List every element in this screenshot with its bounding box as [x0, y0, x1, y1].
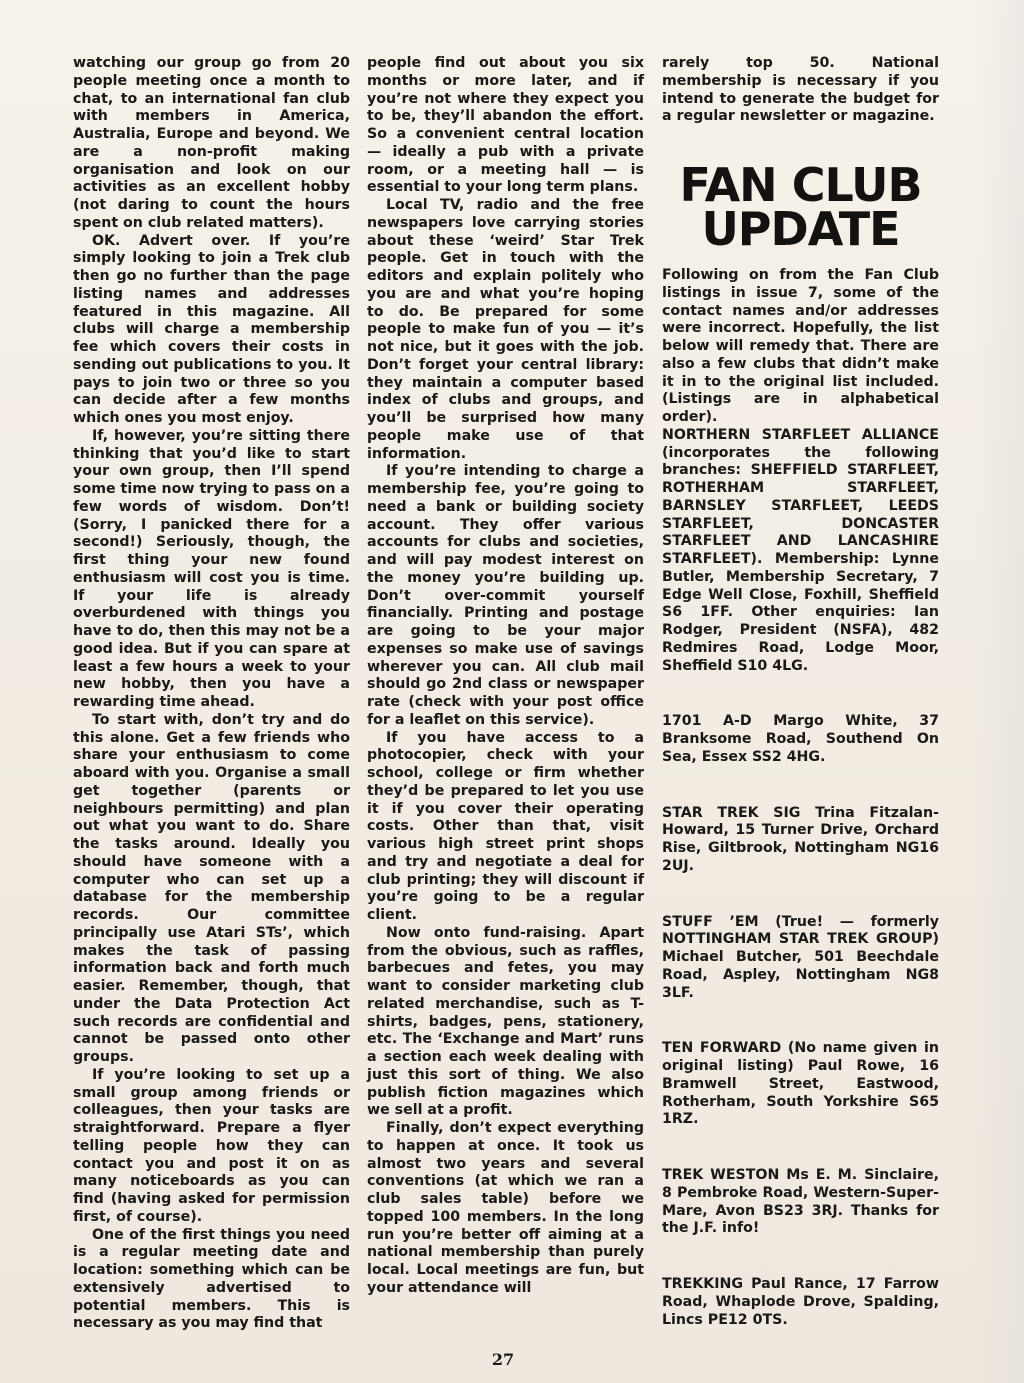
article-paragraph: Local TV, radio and the free newspapers love carrying stories about these ‘weird’ Star Trek people. Get in touch with the editors and explain politely who you are and what you’re hoping to do. Be prepared for some people to make fun of you — it’s not nice, but it goes with the job. Don’t forget your central library: they maintain a computer based index of clubs and groups, and you’ll be surprised how many people make use of that information.	[367, 197, 644, 462]
club-listing: TEN FORWARD (No name given in original listing) Paul Rowe, 16 Bramwell Street, Eastwood, Rotherham, South Yorkshire S65 1RZ.	[662, 1040, 939, 1128]
article-paragraph: Finally, don’t expect everything to happen at once. It took us almost two years and several conventions (at which we ran a club sales table) before we topped 100 members. In the long run you’re better off aiming at a national membership than purely local. Local meetings are fun, but your attendance will	[367, 1120, 644, 1296]
section-headline	[662, 158, 939, 256]
section-lead: Following on from the Fan Club listings in issue 7, some of the contact names and/or addresses were incorrect. Hopefully, the list below will remedy that. There are also a few clubs that didn’t make it in to the original list included. (Listings are in alphabetical order).	[662, 267, 939, 425]
article-paragraph: Now onto fund-raising. Apart from the obvious, such as raffles, barbecues and fetes, you may want to consider marketing club related merchandise, such as T-shirts, badges, pens, stationery, etc. The ‘Exchange and Mart’ runs a section each week dealing with just this sort of thing. We also publish fiction magazines which we sell at a profit.	[367, 924, 644, 1119]
page-edge-shade	[974, 0, 1024, 1383]
article-column-1	[73, 55, 350, 1333]
article-paragraph: If you have access to a photocopier, check with your school, college or firm whether they’d be prepared to let you use it if you cover their operating costs. Other than that, visit various high street print shops and try and negotiate a deal for club printing; they will discount if you’re going to be a regular client.	[367, 729, 644, 923]
article-paragraph: rarely top 50. National membership is necessary if you intend to generate the budget for a regular newsletter or magazine.	[662, 55, 939, 125]
club-listing: STAR TREK SIG Trina Fitzalan-Howard, 15 Turner Drive, Orchard Rise, Giltbrook, Nottingham NG16 2UJ.	[662, 804, 939, 874]
article-paragraph: OK. Advert over. If you’re simply looking to join a Trek club then go no further than the page listing names and addresses featured in this magazine. All clubs will charge a membership fee which covers their costs in sending out publications to you. It pays to join two or three so you can decide after a few months which ones you most enjoy.	[73, 232, 350, 426]
page-number: 27	[491, 1350, 515, 1369]
article-paragraph: people find out about you six months or more later, and if you’re not where they expect you to be, they’ll abandon the effort. So a convenient central location — ideally a pub with a private room, or a meeting hall — is essential to your long term plans.	[367, 55, 644, 196]
article-paragraph: If you’re looking to set up a small group among friends or colleagues, then your tasks are straightforward. Prepare a flyer telling people how they can contact you and post it on as many noticeboards as you can find (having asked for permission first, of course).	[73, 1066, 350, 1225]
club-listing: TREKKING Paul Rance, 17 Farrow Road, Whaplode Drove, Spalding, Lincs PE12 0TS.	[662, 1276, 939, 1328]
fan-club-update-column	[662, 55, 939, 1329]
article-paragraph: One of the first things you need is a regular meeting date and location: something which can be extensively advertised to potential members. This is necessary as you may find that	[73, 1226, 350, 1332]
club-listing: NORTHERN STARFLEET ALLIANCE (incorporates the following branches: SHEFFIELD STARFLEET, ROTHERHAM STARFLEET, BARNSLEY STARFLEET, LEEDS STARFLEET, DONCASTER STARFLEET AND LANCASHIRE STARFLEET). Membership: Lynne Butler, Membership Secretary, 7 Edge Well Close, Foxhill, Sheffield S6 1FF. Other enquiries: Ian Rodger, President (NSFA), 482 Redmires Road, Lodge Moor, Sheffield S10 4LG.	[662, 426, 939, 674]
article-paragraph: If you’re intending to charge a membership fee, you’re going to need a bank or building society account. They offer various accounts for clubs and societies, and will pay modest interest on the money you’re building up. Don’t over-commit yourself financially. Printing and postage are going to be your major expenses so make use of savings wherever you can. All club mail should go 2nd class or newspaper rate (check with your post office for a leaflet on this service).	[367, 463, 644, 728]
club-listing: STUFF ’EM (True! — formerly NOTTINGHAM STAR TREK GROUP) Michael Butcher, 501 Beechdale Road, Aspley, Nottingham NG8 3LF.	[662, 913, 939, 1001]
article-paragraph: watching our group go from 20 people meeting once a month to chat, to an international fan club with members in America, Australia, Europe and beyond. We are a non-profit making organisation and look on our activities as an excellent hobby (not daring to count the hours spent on club related matters).	[73, 55, 350, 231]
headline-line-1: FAN CLUB	[679, 158, 922, 212]
article-paragraph: To start with, don’t try and do this alone. Get a few friends who share your enthusiasm to come aboard with you. Organise a small get together (parents or neighbours permitting) and plan out what you want to do. Share the tasks around. Ideally you should have someone with a computer who can set up a database for the membership records. Our committee principally use Atari STs’, which makes the task of passing information back and forth much easier. Remember, though, that under the Data Protection Act such records are confidential and cannot be passed onto other groups.	[73, 711, 350, 1065]
club-listing: TREK WESTON Ms E. M. Sinclaire, 8 Pembroke Road, Western-Super-Mare, Avon BS23 3RJ. Thanks for the J.F. info!	[662, 1167, 939, 1237]
article-column-2	[367, 55, 644, 1298]
article-paragraph: If, however, you’re sitting there thinking that you’d like to start your own group, then I’ll spend some time now trying to pass on a few words of wisdom. Don’t! (Sorry, I panicked there for a second!) Seriously, though, the first thing your new found enthusiasm will cost you is time. If your life is already overburdened with things you have to do, then this may not be a good idea. But if you can spare at least a few hours a week to your new hobby, then you have a rewarding time ahead.	[73, 427, 350, 710]
headline-line-2: UPDATE	[701, 202, 900, 256]
club-listing: 1701 A-D Margo White, 37 Branksome Road, Southend On Sea, Essex SS2 4HG.	[662, 713, 939, 765]
